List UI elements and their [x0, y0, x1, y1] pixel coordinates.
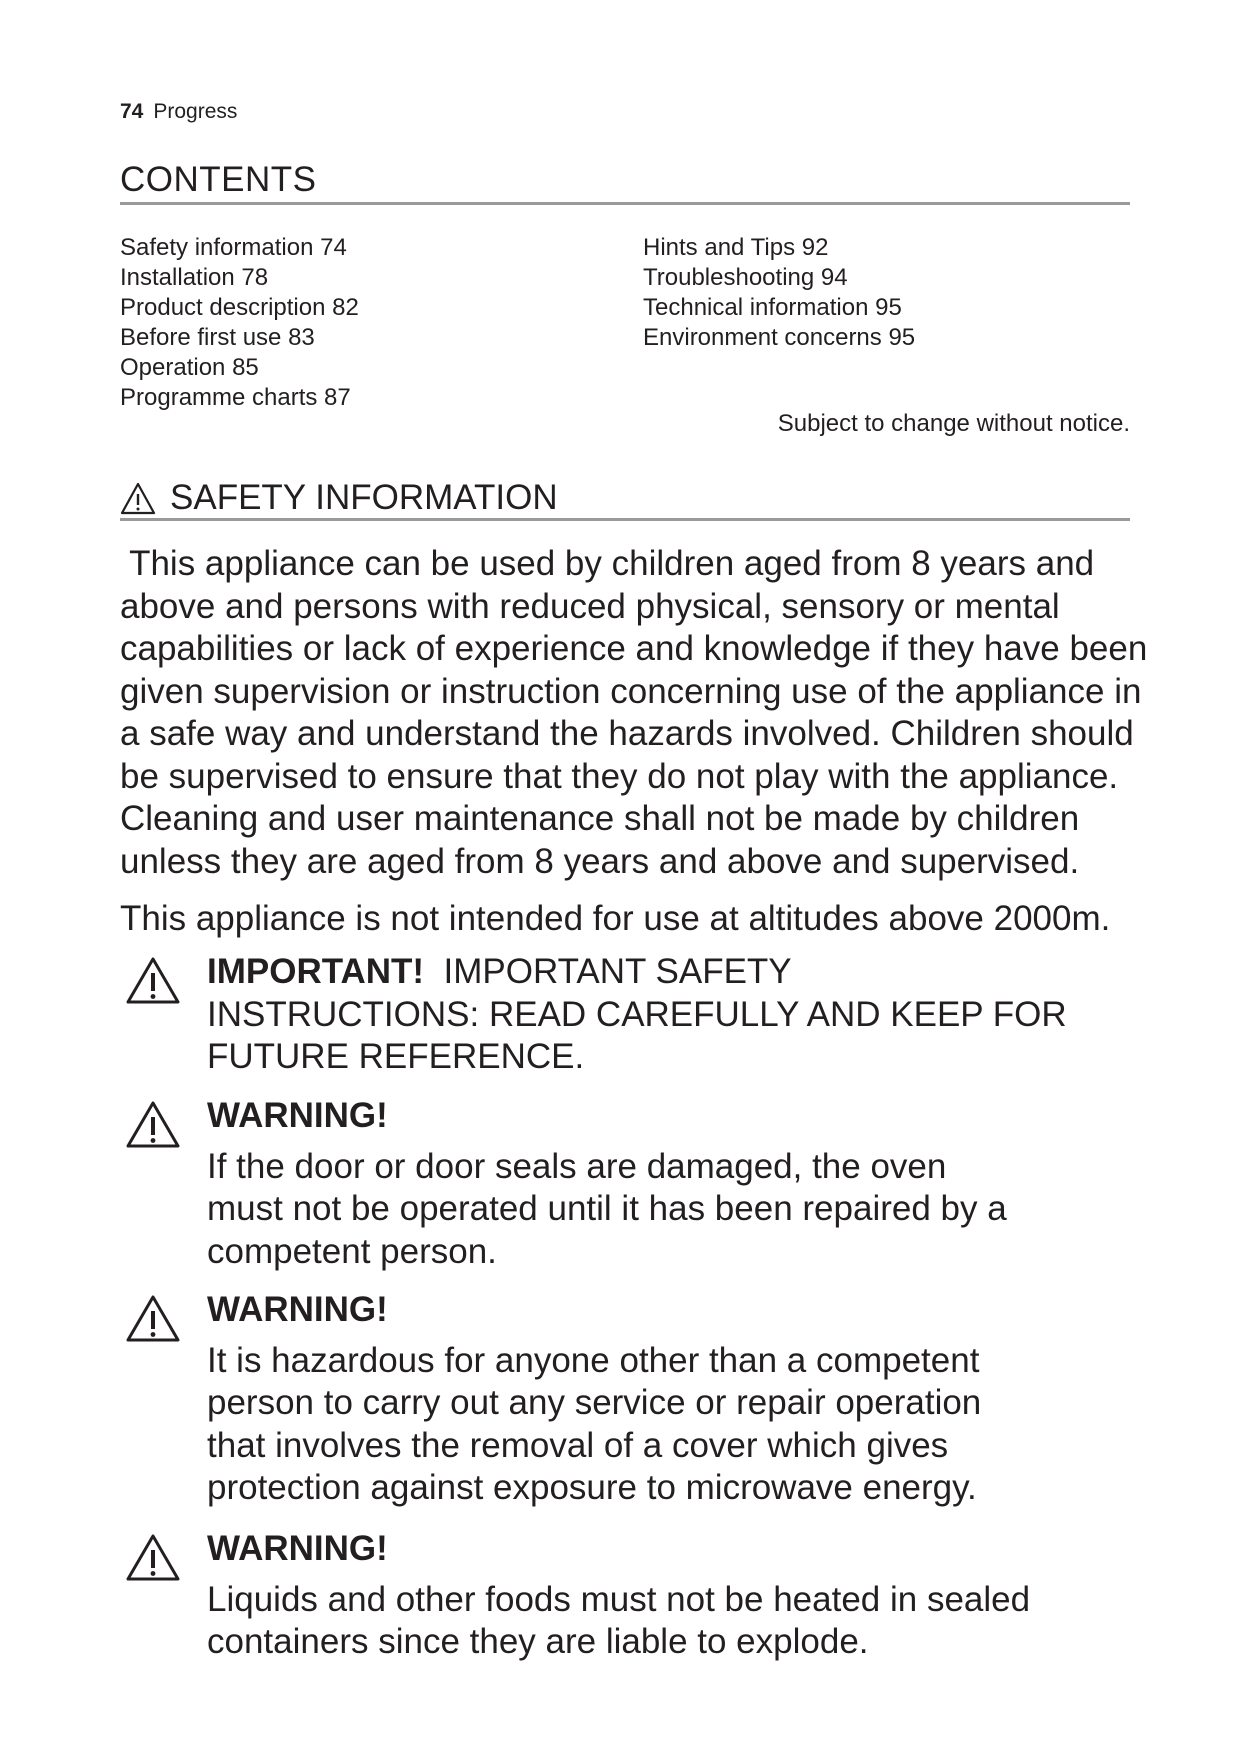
warning-icon: [125, 1294, 181, 1344]
toc-left-column: [120, 233, 359, 413]
toc-right-column: [643, 233, 915, 353]
toc-item[interactable]: Troubleshooting 94: [643, 264, 848, 291]
paragraph-line: above and persons with reduced physical, sensory or mental: [120, 586, 1060, 626]
contents-divider: [120, 202, 1130, 205]
important-line: INSTRUCTIONS: READ CAREFULLY AND KEEP FOR: [207, 994, 1067, 1034]
toc-item[interactable]: Installation 78: [120, 264, 269, 291]
important-line: IMPORTANT SAFETY: [443, 952, 792, 991]
safety-heading: [120, 478, 558, 518]
warning-text: [207, 1528, 1030, 1664]
warning-icon: [120, 482, 156, 515]
warning-line: protection against exposure to microwave energy.: [207, 1468, 977, 1507]
warning-line: that involves the removal of a cover which gives: [207, 1425, 949, 1465]
paragraph-line: given supervision or instruction concerning use of the appliance in: [120, 671, 1142, 711]
warning-text: [207, 1289, 981, 1510]
paragraph-line: capabilities or lack of experience and knowledge if they have been: [120, 629, 1148, 668]
warning-text: [207, 1095, 1007, 1273]
page-header: [120, 100, 237, 124]
important-title: IMPORTANT!: [207, 952, 425, 991]
toc-item[interactable]: Technical information 95: [643, 294, 902, 321]
safety-divider: [120, 518, 1130, 521]
important-text: [207, 951, 1067, 1079]
toc-item[interactable]: Before first use 83: [120, 324, 315, 351]
paragraph-line: a safe way and understand the hazards involved. Children should: [120, 714, 1134, 753]
warning-line: person to carry out any service or repair operation: [207, 1383, 982, 1422]
toc-item[interactable]: Environment concerns 95: [643, 324, 916, 351]
toc-item[interactable]: Programme charts 87: [120, 384, 351, 411]
toc-item[interactable]: Operation 85: [120, 354, 259, 381]
warning-line: Liquids and other foods must not be heated in sealed: [207, 1579, 1031, 1619]
paragraph-line: be supervised to ensure that they do not play with the appliance.: [120, 756, 1119, 796]
warning-title: WARNING!: [207, 1529, 388, 1568]
paragraph-line: unless they are aged from 8 years and above and supervised.: [120, 841, 1080, 881]
warning-icon: [125, 1100, 181, 1150]
paragraph-line: Cleaning and user maintenance shall not be made by children: [120, 799, 1080, 838]
warning-line: If the door or door seals are damaged, the oven: [207, 1146, 947, 1186]
warning-line: must not be operated until it has been repaired by a: [207, 1189, 1007, 1228]
toc-item[interactable]: Hints and Tips 92: [643, 234, 829, 261]
warning-line: competent person.: [207, 1231, 497, 1271]
contents-title: CONTENTS: [120, 160, 317, 199]
warning-icon: [125, 1533, 181, 1583]
warning-line: containers since they are liable to explode.: [207, 1622, 869, 1661]
warning-title: WARNING!: [207, 1096, 388, 1135]
altitude-paragraph: This appliance is not intended for use at altitudes above 2000m.: [120, 899, 1111, 938]
toc-item[interactable]: Safety information 74: [120, 234, 347, 261]
page-number: 74: [120, 100, 144, 123]
brand-name: Progress: [153, 100, 238, 123]
safety-heading-text: SAFETY INFORMATION: [170, 478, 558, 517]
warning-icon: [125, 956, 181, 1006]
change-notice: Subject to change without notice.: [777, 410, 1130, 437]
warning-line: It is hazardous for anyone other than a competent: [207, 1340, 980, 1380]
warning-title: WARNING!: [207, 1290, 388, 1329]
toc-item[interactable]: Product description 82: [120, 294, 359, 321]
safety-paragraph: [120, 543, 1147, 883]
important-line: FUTURE REFERENCE.: [207, 1037, 585, 1076]
paragraph-line: This appliance can be used by children aged from 8 years and: [120, 544, 1095, 583]
